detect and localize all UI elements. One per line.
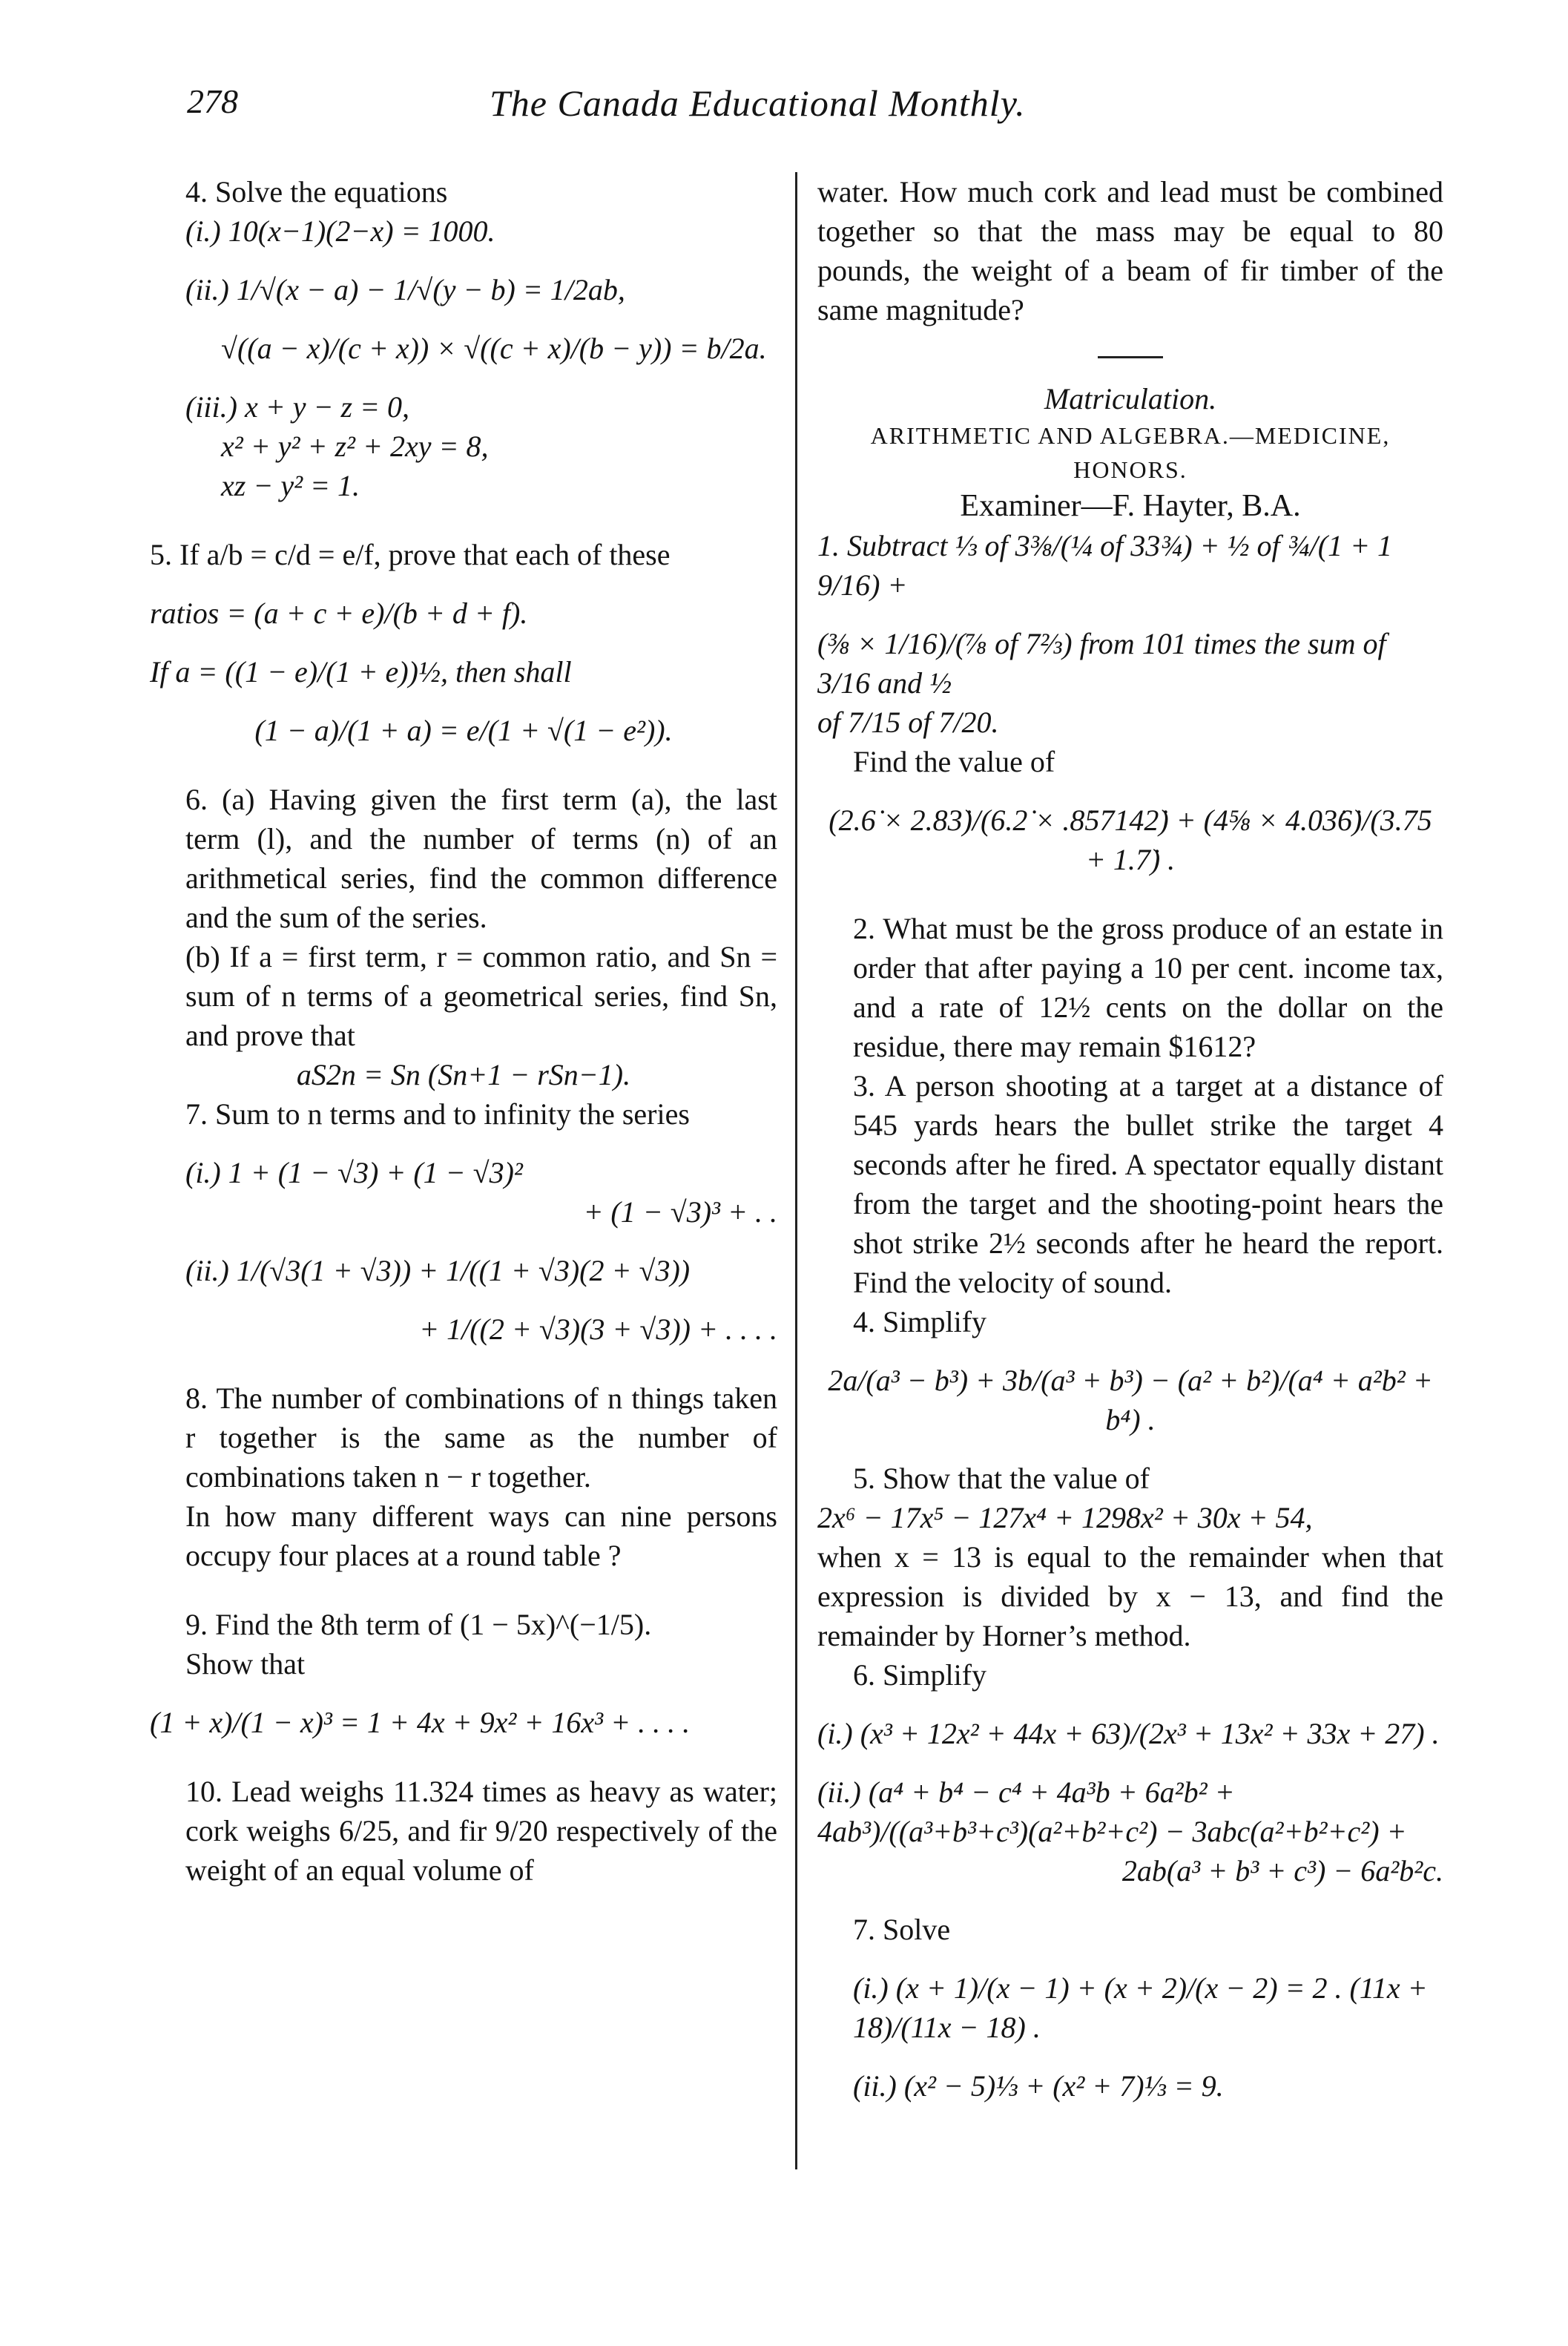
question-5-text: 5. If a/b = c/d = e/f, prove that each of these [150,538,671,571]
problem-5-intro: 5. Show that the value of [853,1462,1150,1495]
problem-3-text: 3. A person shooting at a target at a distance of 545 yards hears the bullet strike the target 4 seconds after he fired. A spectator equally distant from the target and the shooting-point hears the shot strike 2½ seconds after he heard the report. Find the velocity of sound. [853,1069,1443,1299]
column-divider [795,172,797,2169]
question-6a: 6. (a) Having given the first term (a), the last term (l), and the number of terms (n) of an arithmetical series, find the common difference and the sum of the series. [185,783,777,934]
question-10-text: 10. Lead weighs 11.324 times as heavy as water; cork weighs 6/25, and fir 9/20 respectively of the weight of an equal volume of [185,1775,777,1887]
question-4-part-ii-eq1: (ii.) 1/√(x − a) − 1/√(y − b) = 1/2ab, [185,273,625,306]
page-number: 278 [187,82,238,120]
examiner-line: Examiner—F. Hayter, B.A. [960,489,1301,523]
question-8-question: In how many different ways can nine persons occupy four places at a round table ? [185,1499,777,1572]
running-title: The Canada Educational Monthly. [490,82,1026,124]
problem-1-line2: (⅜ × 1/16)/(⅞ of 7⅔) from 101 times the sum of 3/16 and ½ [817,627,1386,700]
section-subhead: ARITHMETIC AND ALGEBRA.—MEDICINE, HONORS. [870,422,1391,483]
problem-7-part-ii: (ii.) (x² − 5)⅓ + (x² + 7)⅓ = 9. [853,2069,1224,2103]
question-7-intro: 7. Sum to n terms and to infinity the series [185,1097,690,1131]
question-7-part-ii-line1: (ii.) 1/(√3(1 + √3)) + 1/((1 + √3)(2 + √3)) [185,1254,691,1287]
question-8-text: 8. The number of combinations of n things taken r together is the same as the number of combinations taken n − r together. [185,1381,777,1494]
question-4-part-i: (i.) 10(x−1)(2−x) = 1000. [185,214,495,248]
problem-6-part-ii-line1: (ii.) (a⁴ + b⁴ − c⁴ + 4a³b + 6a²b² + 4ab³)/((a³+b³+c³)(a²+b²+c²) − 3abc(a²+b²+c²) + [817,1775,1407,1848]
question-4-part-ii-eq2: √((a − x)/(c + x)) × √((c + x)/(b − y)) = b/2a. [221,332,767,365]
problem-1-line3: of 7/15 of 7/20. [817,706,999,739]
question-4-part-iii-eq3: xz − y² = 1. [221,469,360,502]
question-5-condition: If a = ((1 − e)/(1 + e))½, then shall [150,655,572,689]
problem-1-line1: 1. Subtract ⅓ of 3⅜/(¼ of 33¾) + ½ of ¾/(1 + 1 9/16) + [817,529,1393,602]
question-4-intro: 4. Solve the equations [185,175,448,208]
question-4-part-iii-eq1: (iii.) x + y − z = 0, [185,390,410,424]
problem-4-expression: 2a/(a³ − b³) + 3b/(a³ + b³) − (a² + b²)/(a⁴ + a²b² + b⁴) . [828,1364,1433,1436]
question-6b: (b) If a = first term, r = common ratio, and Sn = sum of n terms of a geometrical series, find Sn, and prove that [185,940,777,1052]
problem-6-part-ii-line2: 2ab(a³ + b³ + c³) − 6a²b²c. [1121,1854,1443,1887]
question-7-part-i-line1: (i.) 1 + (1 − √3) + (1 − √3)² [185,1156,523,1189]
question-9-text: 9. Find the 8th term of (1 − 5x)^(−1/5). [185,1608,652,1641]
problem-1-expression: (2.6̇ × 2.83̇)/(6.2̇ × .8̇57142̇) + (4⅝ × 4.03̇6̇)/(3.75 + 1.7̇) . [829,804,1432,876]
question-6b-equation: aS2n = Sn (Sn+1 − rSn−1). [296,1058,631,1091]
question-5-ratios: ratios = (a + c + e)/(b + d + f). [150,597,528,630]
problem-1-find: Find the value of [853,745,1055,778]
problem-4-text: 4. Simplify [853,1305,987,1338]
problem-7-part-i: (i.) (x + 1)/(x − 1) + (x + 2)/(x − 2) = 2 . (11x + 18)/(11x − 18) . [853,1971,1428,2044]
question-7-part-i-line2: + (1 − √3)³ + . . [583,1195,777,1229]
question-4-part-iii-eq2: x² + y² + z² + 2xy = 8, [221,430,489,463]
section-rule [1098,356,1163,358]
problem-6-intro: 6. Simplify [853,1658,987,1692]
problem-2-text: 2. What must be the gross produce of an estate in order that after paying a 10 per cent. income tax, and a rate of 12½ cents on the dollar on the residue, there may remain $1612? [853,912,1443,1063]
question-9-show: Show that [185,1647,306,1680]
problem-5-text: when x = 13 is equal to the remainder when that expression is divided by x − 13, and find the remainder by Horner’s method. [817,1540,1443,1652]
section-title: Matriculation. [1044,382,1217,415]
left-column [150,172,777,1890]
page-header [0,82,1568,148]
problem-5-polynomial: 2x⁶ − 17x⁵ − 127x⁴ + 1298x² + 30x + 54, [817,1501,1313,1534]
question-7-part-ii-line2: + 1/((2 + √3)(3 + √3)) + . . . . [419,1312,777,1346]
question-9-equation: (1 + x)/(1 − x)³ = 1 + 4x + 9x² + 16x³ + . . . . [150,1706,691,1739]
question-10-continuation: water. How much cork and lead must be combined together so that the mass may be equal to 80 pounds, the weight of a beam of fir timber of the same magnitude? [817,175,1443,326]
question-5-result: (1 − a)/(1 + a) = e/(1 + √(1 − e²)). [254,714,673,747]
problem-6-part-i: (i.) (x³ + 12x² + 44x + 63)/(2x³ + 13x² + 33x + 27) . [817,1717,1440,1750]
problem-7-intro: 7. Solve [853,1913,951,1946]
right-column [817,172,1443,2106]
